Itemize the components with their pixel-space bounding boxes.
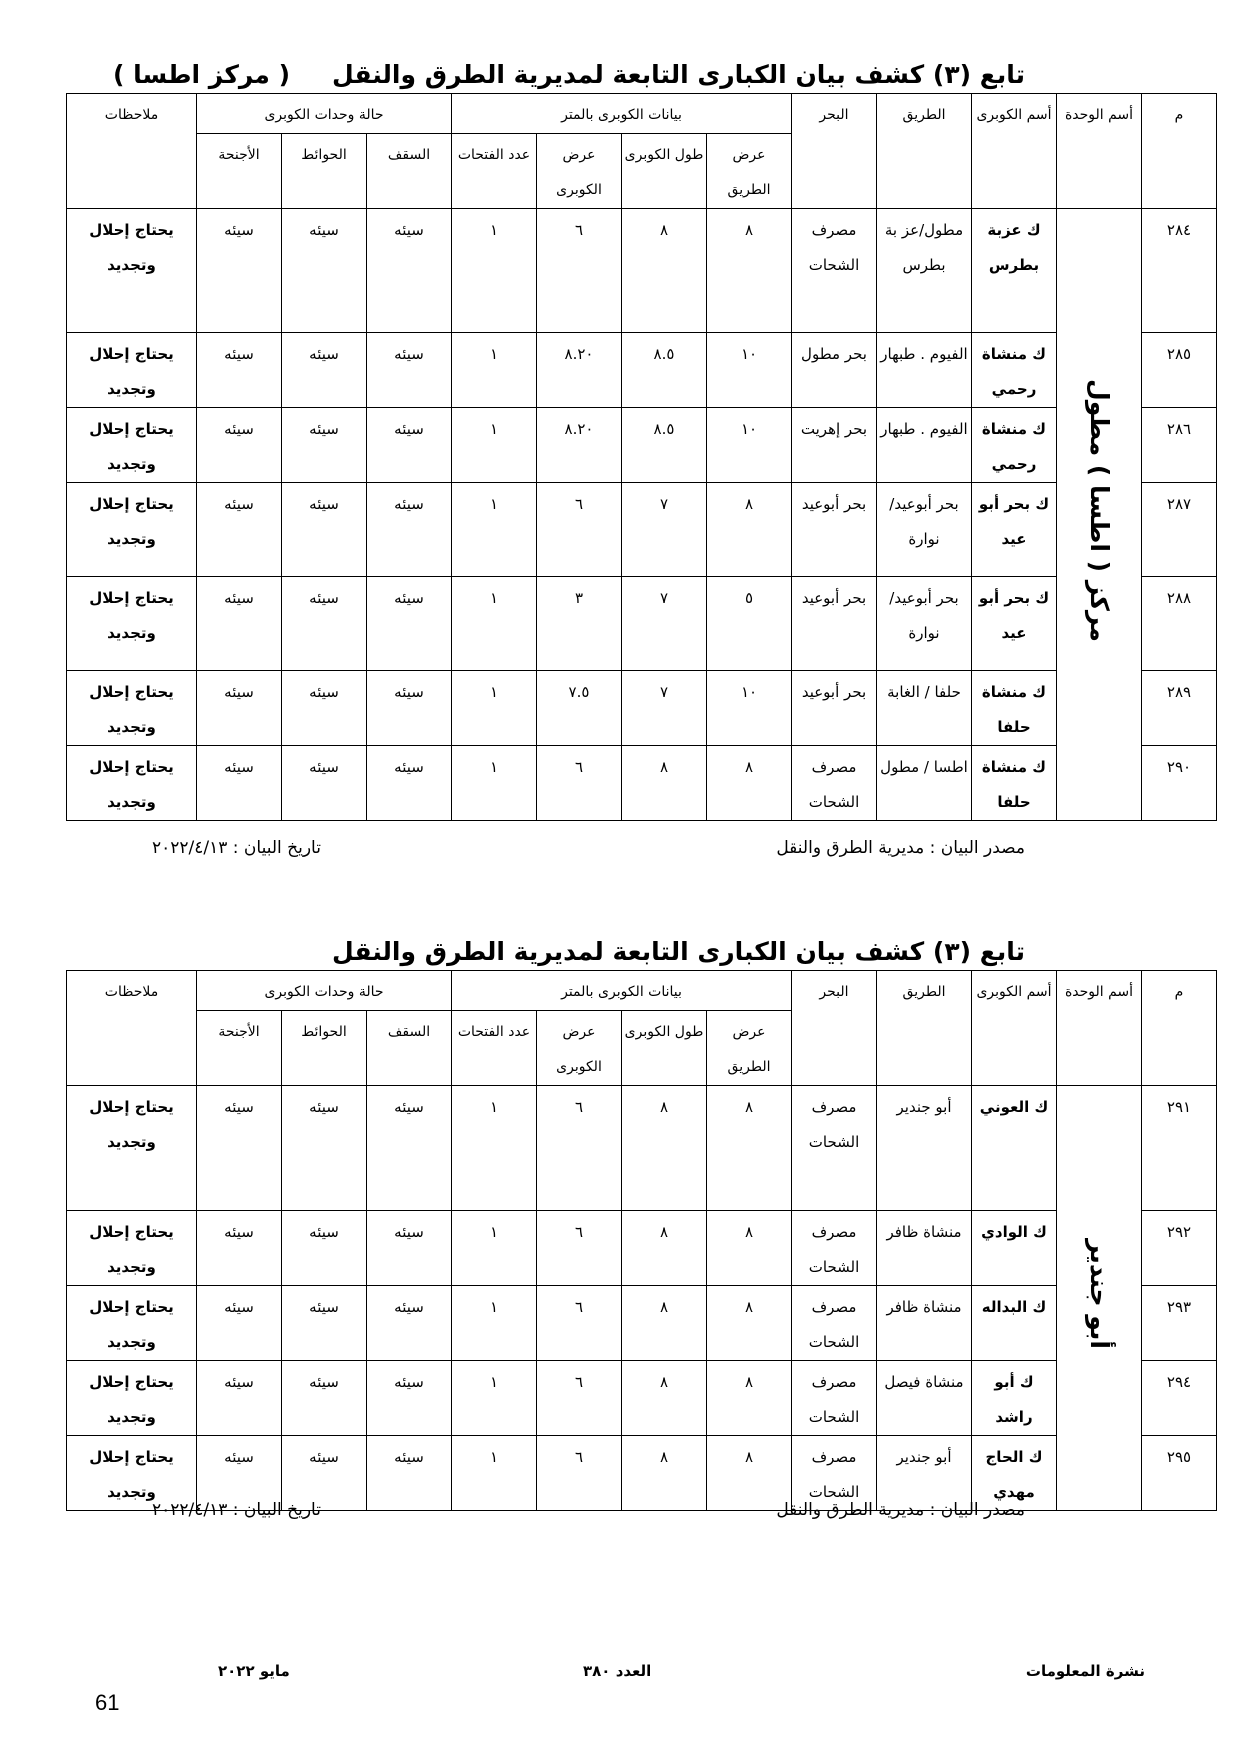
table-row: [67, 1211, 1217, 1286]
walls-cell: سيئه: [282, 1361, 367, 1436]
openings-cell: ١: [452, 209, 537, 333]
notes-cell: يحتاج إحلال وتجديد: [67, 1286, 197, 1361]
notes-cell: يحتاج إحلال وتجديد: [67, 333, 197, 408]
road-cell: منشاة فيصل: [877, 1361, 972, 1436]
openings-cell: ١: [452, 1436, 537, 1511]
bridge-name-cell: ك منشاة حلفا: [972, 671, 1057, 746]
openings-cell: ١: [452, 577, 537, 671]
section1-subtitle: ( مركز اطسا ): [113, 60, 291, 89]
header-road: الطريق: [877, 94, 972, 209]
bridge-name-cell: ك الوادي: [972, 1211, 1057, 1286]
header-walls: الحوائط: [282, 134, 367, 209]
ceiling-cell: سيئه: [367, 1211, 452, 1286]
unit-cell: [1057, 209, 1142, 821]
header-openings: عدد الفتحات: [452, 1011, 537, 1086]
header-bridge-name: أسم الكوبرى: [972, 94, 1057, 209]
bridge-name-cell: ك أبو راشد: [972, 1361, 1057, 1436]
road-cell: اطسا / مطول: [877, 746, 972, 821]
bridge-length-cell: ٨: [622, 1086, 707, 1211]
bridge-name-cell: ك بحر أبو عيد: [972, 577, 1057, 671]
notes-cell: يحتاج إحلال وتجديد: [67, 408, 197, 483]
wings-cell: سيئه: [197, 209, 282, 333]
table-body: [67, 1086, 1217, 1511]
road-cell: منشاة ظافر: [877, 1286, 972, 1361]
row-number: ٢٨٤: [1142, 209, 1217, 333]
row-number: ٢٨٥: [1142, 333, 1217, 408]
notes-cell: يحتاج إحلال وتجديد: [67, 1086, 197, 1211]
walls-cell: سيئه: [282, 209, 367, 333]
wings-cell: سيئه: [197, 577, 282, 671]
canal-cell: بحر أبوعيد: [792, 671, 877, 746]
road-cell: بحر أبوعيد/ نوارة: [877, 483, 972, 577]
ceiling-cell: سيئه: [367, 746, 452, 821]
header-ceiling: السقف: [367, 134, 452, 209]
bridge-width-cell: ٦: [537, 1286, 622, 1361]
bridge-name-cell: ك العوني: [972, 1086, 1057, 1211]
section2-title: [332, 937, 1025, 966]
road-width-cell: ٨: [707, 1286, 792, 1361]
canal-cell: بحر أبوعيد: [792, 483, 877, 577]
walls-cell: سيئه: [282, 1286, 367, 1361]
bridge-length-cell: ٨: [622, 209, 707, 333]
canal-cell: مصرف الشحات: [792, 1436, 877, 1511]
openings-cell: ١: [452, 1286, 537, 1361]
row-number: ٢٩٢: [1142, 1211, 1217, 1286]
wings-cell: سيئه: [197, 671, 282, 746]
section2-title-text: تابع (٣) كشف بيان الكبارى التابعة لمديرية الطرق والنقل: [332, 937, 1025, 966]
canal-cell: بحر مطول: [792, 333, 877, 408]
ceiling-cell: سيئه: [367, 577, 452, 671]
header-notes: ملاحظات: [67, 971, 197, 1086]
bridge-width-cell: ٦: [537, 1361, 622, 1436]
row-number: ٢٨٧: [1142, 483, 1217, 577]
header-canal: البحر: [792, 94, 877, 209]
ceiling-cell: سيئه: [367, 1286, 452, 1361]
road-width-cell: ١٠: [707, 408, 792, 483]
row-number: ٢٨٨: [1142, 577, 1217, 671]
canal-cell: مصرف الشحات: [792, 1086, 877, 1211]
wings-cell: سيئه: [197, 408, 282, 483]
notes-cell: يحتاج إحلال وتجديد: [67, 209, 197, 333]
header-unit: أسم الوحدة: [1057, 94, 1142, 209]
road-width-cell: ٨: [707, 1361, 792, 1436]
table-row: [67, 1361, 1217, 1436]
header-wings: الأجنحة: [197, 1011, 282, 1086]
bridges-table-1: [66, 93, 1217, 821]
canal-cell: مصرف الشحات: [792, 746, 877, 821]
road-width-cell: ٨: [707, 209, 792, 333]
table-row: [67, 671, 1217, 746]
road-width-cell: ٥: [707, 577, 792, 671]
section1-source: مصدر البيان : مديرية الطرق والنقل: [776, 838, 1025, 858]
row-number: ٢٩١: [1142, 1086, 1217, 1211]
notes-cell: يحتاج إحلال وتجديد: [67, 1211, 197, 1286]
bridge-length-cell: ٨: [622, 1361, 707, 1436]
wings-cell: سيئه: [197, 1436, 282, 1511]
road-cell: بحر أبوعيد/ نوارة: [877, 577, 972, 671]
bridge-name-cell: ك بحر أبو عيد: [972, 483, 1057, 577]
section1-date: تاريخ البيان : ٢٠٢٢/٤/١٣: [152, 838, 321, 858]
row-number: ٢٨٦: [1142, 408, 1217, 483]
header-bridge-data: بيانات الكوبرى بالمتر: [452, 94, 792, 134]
footer-issue: العدد ٣٨٠: [583, 1662, 652, 1680]
road-width-cell: ٨: [707, 483, 792, 577]
walls-cell: سيئه: [282, 671, 367, 746]
notes-cell: يحتاج إحلال وتجديد: [67, 483, 197, 577]
canal-cell: مصرف الشحات: [792, 1286, 877, 1361]
bridge-width-cell: ٨.٢٠: [537, 333, 622, 408]
notes-cell: يحتاج إحلال وتجديد: [67, 577, 197, 671]
header-road: الطريق: [877, 971, 972, 1086]
bridge-width-cell: ٣: [537, 577, 622, 671]
ceiling-cell: سيئه: [367, 1361, 452, 1436]
bridge-length-cell: ٧: [622, 577, 707, 671]
road-cell: أبو جندير: [877, 1086, 972, 1211]
table-row: [67, 209, 1217, 333]
openings-cell: ١: [452, 746, 537, 821]
wings-cell: سيئه: [197, 1086, 282, 1211]
header-road-width: عرض الطريق: [707, 134, 792, 209]
walls-cell: سيئه: [282, 577, 367, 671]
bridge-length-cell: ٨: [622, 1436, 707, 1511]
bridges-table-2: [66, 970, 1217, 1511]
header-m: م: [1142, 94, 1217, 209]
notes-cell: يحتاج إحلال وتجديد: [67, 746, 197, 821]
walls-cell: سيئه: [282, 1086, 367, 1211]
ceiling-cell: سيئه: [367, 671, 452, 746]
canal-cell: بحر إهريت: [792, 408, 877, 483]
table-row: [67, 408, 1217, 483]
bridge-width-cell: ٨.٢٠: [537, 408, 622, 483]
notes-cell: يحتاج إحلال وتجديد: [67, 1436, 197, 1511]
bridge-width-cell: ٦: [537, 209, 622, 333]
canal-cell: بحر أبوعيد: [792, 577, 877, 671]
table-row: [67, 1086, 1217, 1211]
header-canal: البحر: [792, 971, 877, 1086]
table-header: [67, 94, 1217, 209]
section1-title: [113, 60, 1025, 89]
header-bridge-data: بيانات الكوبرى بالمتر: [452, 971, 792, 1011]
ceiling-cell: سيئه: [367, 333, 452, 408]
bridge-name-cell: ك منشاة حلفا: [972, 746, 1057, 821]
footer-publication: نشرة المعلومات: [1025, 1662, 1145, 1680]
road-width-cell: ٨: [707, 1086, 792, 1211]
table-row: [67, 483, 1217, 577]
section2-date: تاريخ البيان : ٢٠٢٢/٤/١٣: [152, 1500, 321, 1520]
ceiling-cell: سيئه: [367, 1086, 452, 1211]
header-bridge-name: أسم الكوبرى: [972, 971, 1057, 1086]
canal-cell: مصرف الشحات: [792, 209, 877, 333]
bridge-length-cell: ٧: [622, 671, 707, 746]
road-cell: الفيوم . طبهار: [877, 333, 972, 408]
table-row: [67, 1286, 1217, 1361]
header-m: م: [1142, 971, 1217, 1086]
openings-cell: ١: [452, 333, 537, 408]
header-bridge-width: عرض الكوبرى: [537, 134, 622, 209]
header-bridge-length: طول الكوبرى: [622, 1011, 707, 1086]
road-width-cell: ١٠: [707, 333, 792, 408]
row-number: ٢٩٣: [1142, 1286, 1217, 1361]
wings-cell: سيئه: [197, 1361, 282, 1436]
header-notes: ملاحظات: [67, 94, 197, 209]
walls-cell: سيئه: [282, 1211, 367, 1286]
canal-cell: مصرف الشحات: [792, 1211, 877, 1286]
bridge-length-cell: ٧: [622, 483, 707, 577]
road-width-cell: ١٠: [707, 671, 792, 746]
road-width-cell: ٨: [707, 1436, 792, 1511]
openings-cell: ١: [452, 1361, 537, 1436]
ceiling-cell: سيئه: [367, 483, 452, 577]
bridge-name-cell: ك منشاة رحمي: [972, 408, 1057, 483]
road-width-cell: ٨: [707, 1211, 792, 1286]
table-body: [67, 209, 1217, 821]
header-road-width: عرض الطريق: [707, 1011, 792, 1086]
row-number: ٢٨٩: [1142, 671, 1217, 746]
footer-month: مايو ٢٠٢٢: [218, 1662, 290, 1680]
walls-cell: سيئه: [282, 408, 367, 483]
bridge-width-cell: ٦: [537, 483, 622, 577]
wings-cell: سيئه: [197, 746, 282, 821]
canal-cell: مصرف الشحات: [792, 1361, 877, 1436]
openings-cell: ١: [452, 483, 537, 577]
table-row: [67, 577, 1217, 671]
ceiling-cell: سيئه: [367, 408, 452, 483]
unit-name: أبو جندير: [1085, 1238, 1114, 1349]
bridge-name-cell: ك عزبة بطرس: [972, 209, 1057, 333]
road-cell: أبو جندير: [877, 1436, 972, 1511]
header-condition: حالة وحدات الكوبرى: [197, 94, 452, 134]
wings-cell: سيئه: [197, 1286, 282, 1361]
table-row: [67, 333, 1217, 408]
bridge-name-cell: ك البداله: [972, 1286, 1057, 1361]
openings-cell: ١: [452, 408, 537, 483]
notes-cell: يحتاج إحلال وتجديد: [67, 1361, 197, 1436]
ceiling-cell: سيئه: [367, 1436, 452, 1511]
bridge-length-cell: ٨: [622, 1286, 707, 1361]
section2-source: مصدر البيان : مديرية الطرق والنقل: [776, 1500, 1025, 1520]
header-condition: حالة وحدات الكوبرى: [197, 971, 452, 1011]
header-walls: الحوائط: [282, 1011, 367, 1086]
header-bridge-length: طول الكوبرى: [622, 134, 707, 209]
bridge-width-cell: ٧.٥: [537, 671, 622, 746]
walls-cell: سيئه: [282, 483, 367, 577]
bridge-width-cell: ٦: [537, 1211, 622, 1286]
bridge-width-cell: ٦: [537, 1436, 622, 1511]
wings-cell: سيئه: [197, 483, 282, 577]
road-width-cell: ٨: [707, 746, 792, 821]
wings-cell: سيئه: [197, 333, 282, 408]
road-cell: منشاة ظافر: [877, 1211, 972, 1286]
row-number: ٢٩٤: [1142, 1361, 1217, 1436]
unit-cell: [1057, 1086, 1142, 1511]
header-ceiling: السقف: [367, 1011, 452, 1086]
openings-cell: ١: [452, 1211, 537, 1286]
bridge-name-cell: ك الحاج مهدي: [972, 1436, 1057, 1511]
openings-cell: ١: [452, 1086, 537, 1211]
walls-cell: سيئه: [282, 333, 367, 408]
bridge-length-cell: ٨.٥: [622, 333, 707, 408]
walls-cell: سيئه: [282, 746, 367, 821]
bridge-name-cell: ك منشاة رحمي: [972, 333, 1057, 408]
wings-cell: سيئه: [197, 1211, 282, 1286]
row-number: ٢٩٥: [1142, 1436, 1217, 1511]
bridge-length-cell: ٨: [622, 746, 707, 821]
header-openings: عدد الفتحات: [452, 134, 537, 209]
walls-cell: سيئه: [282, 1436, 367, 1511]
header-unit: أسم الوحدة: [1057, 971, 1142, 1086]
road-cell: الفيوم . طبهار: [877, 408, 972, 483]
header-bridge-width: عرض الكوبرى: [537, 1011, 622, 1086]
road-cell: مطول/عز بة بطرس: [877, 209, 972, 333]
unit-name: مركز ( اطسا ) مطول: [1085, 378, 1114, 642]
ceiling-cell: سيئه: [367, 209, 452, 333]
header-wings: الأجنحة: [197, 134, 282, 209]
bridge-length-cell: ٨: [622, 1211, 707, 1286]
openings-cell: ١: [452, 671, 537, 746]
page-number: 61: [95, 1690, 120, 1715]
road-cell: حلفا / الغابة: [877, 671, 972, 746]
table-header: [67, 971, 1217, 1086]
section1-title-text: تابع (٣) كشف بيان الكبارى التابعة لمديرية الطرق والنقل: [332, 60, 1025, 89]
bridge-length-cell: ٨.٥: [622, 408, 707, 483]
bridge-width-cell: ٦: [537, 746, 622, 821]
bridge-width-cell: ٦: [537, 1086, 622, 1211]
table-row: [67, 746, 1217, 821]
row-number: ٢٩٠: [1142, 746, 1217, 821]
notes-cell: يحتاج إحلال وتجديد: [67, 671, 197, 746]
